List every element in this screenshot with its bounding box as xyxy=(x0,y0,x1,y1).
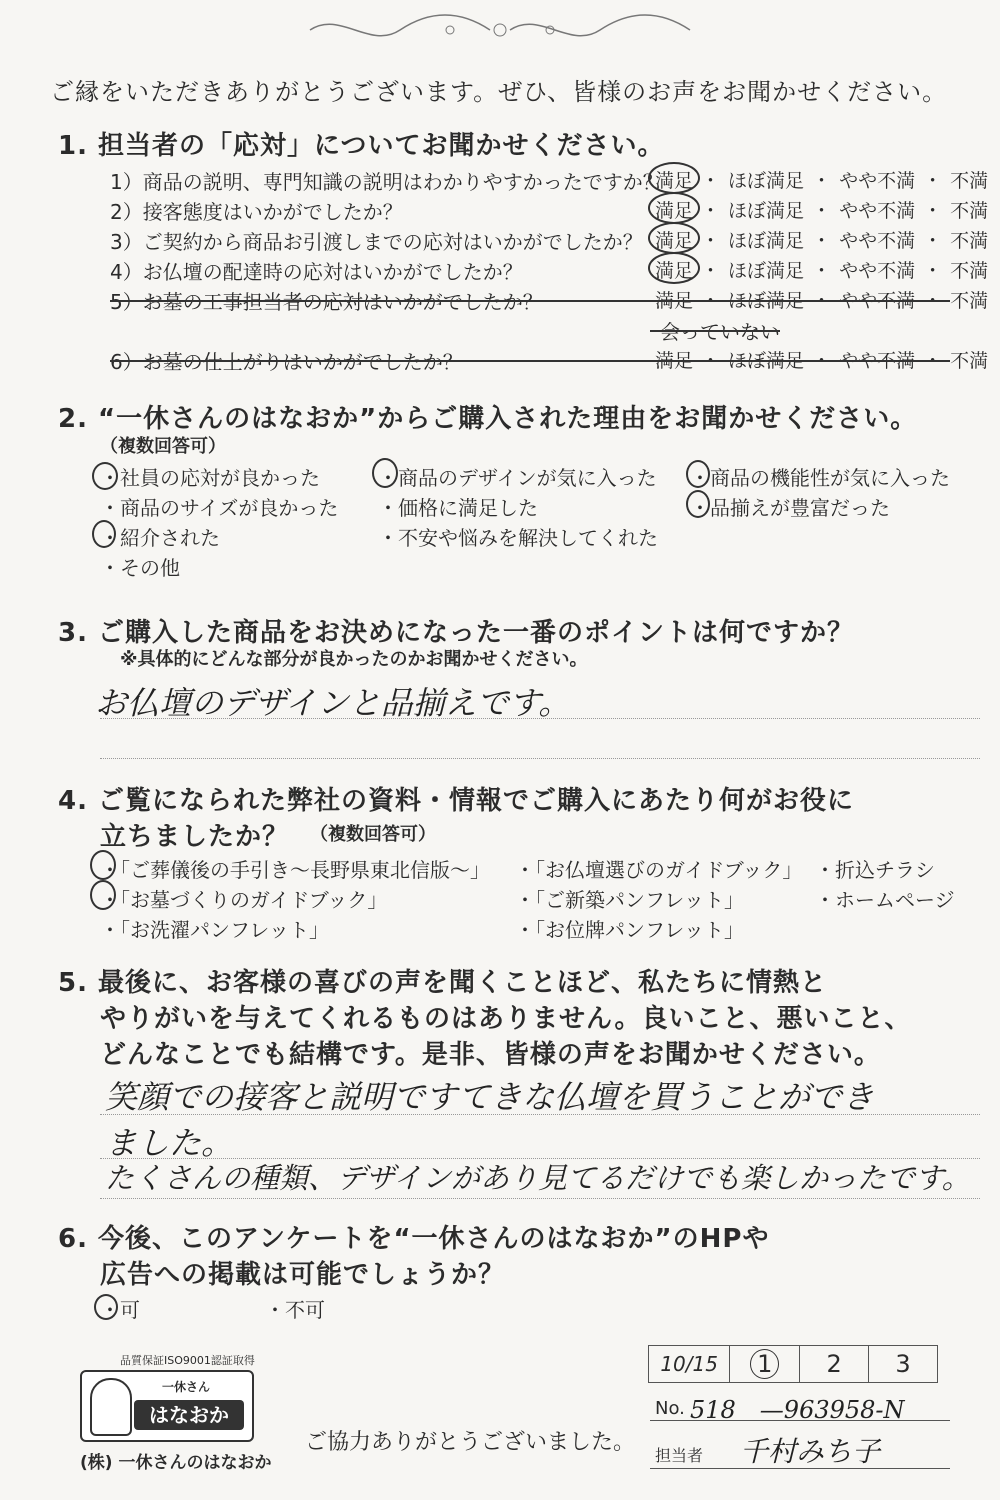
q4-option-newhome-pamphlet[interactable]: ・「ご新築パンフレット」 xyxy=(515,888,744,912)
opt-yaya-fuman[interactable]: やや不満 xyxy=(839,170,916,192)
q4-option-butsudan-guide[interactable]: ・「お仏壇選びのガイドブック」 xyxy=(515,858,803,882)
strike-row5-extra xyxy=(650,330,780,332)
q4-sub: （複数回答可） xyxy=(310,824,436,845)
q4-title-2: 立ちましたか？ xyxy=(100,822,290,852)
logo-main-text: はなおか xyxy=(134,1400,244,1430)
company-logo xyxy=(80,1370,254,1442)
q1-row5-extra[interactable]: 会っていない xyxy=(660,320,780,344)
q2-option-solved[interactable]: ・不安や悩みを解決してくれた xyxy=(378,526,658,550)
selected-mark xyxy=(92,462,118,490)
q4-option-grave-guide[interactable]: ・「お墓づくりのガイドブック」 xyxy=(100,888,388,912)
opt-fuman[interactable]: 不満 xyxy=(950,290,989,312)
selected-mark xyxy=(372,458,398,488)
opt-hobo-manzoku[interactable]: ほぼ満足 xyxy=(728,350,805,372)
q6-title-1: 6. 今後、このアンケートを“一休さんのはなおか”のHPや xyxy=(58,1224,770,1254)
selected-mark xyxy=(90,880,116,910)
q1-row2-label: 2）接客態度はいかがでしたか？ xyxy=(110,200,403,224)
selected-mark xyxy=(686,490,710,518)
opt-fuman[interactable]: 不満 xyxy=(950,230,989,252)
q1-row5-label: 5）お墓の工事担当者の応対はいかがでしたか？ xyxy=(110,290,543,314)
q1-row4-label: 4）お仏壇の配達時の応対はいかがでしたか？ xyxy=(110,260,523,284)
opt-hobo-manzoku[interactable]: ほぼ満足 xyxy=(728,260,805,282)
q2-option-staff[interactable]: ・社員の応対が良かった xyxy=(100,466,320,490)
selected-mark xyxy=(92,520,116,548)
opt-fuman[interactable]: 不満 xyxy=(950,260,989,282)
no-label: No. xyxy=(655,1398,685,1419)
q5-answer-3: たくさんの種類、デザインがあり見てるだけでも楽しかったです。 xyxy=(105,1161,971,1195)
company-name: (株) 一休さんのはなおか xyxy=(80,1453,272,1473)
answer-line xyxy=(100,1198,980,1199)
rating-1-cell[interactable]: 1 xyxy=(730,1346,800,1383)
q2-option-size[interactable]: ・商品のサイズが良かった xyxy=(100,496,339,520)
selected-mark xyxy=(90,850,116,880)
opt-fuman[interactable]: 不満 xyxy=(950,200,989,222)
opt-hobo-manzoku[interactable]: ほぼ満足 xyxy=(728,230,805,252)
opt-manzoku[interactable]: 満足 xyxy=(655,200,694,222)
q4-option-ihai-pamphlet[interactable]: ・「お位牌パンフレット」 xyxy=(515,918,744,942)
rating-2-cell[interactable]: 2 xyxy=(800,1346,869,1383)
staff-underline xyxy=(650,1468,950,1469)
opt-hobo-manzoku[interactable]: ほぼ満足 xyxy=(728,290,805,312)
selected-mark xyxy=(648,252,700,284)
answer-line xyxy=(100,758,980,759)
thanks-text: ご協力ありがとうございました。 xyxy=(305,1430,636,1455)
opt-yaya-fuman[interactable]: やや不満 xyxy=(839,230,916,252)
q2-option-referral[interactable]: ・紹介された xyxy=(100,526,220,550)
opt-manzoku[interactable]: 満足 xyxy=(655,260,694,282)
opt-manzoku[interactable]: 満足 xyxy=(655,290,694,312)
q4-option-funeral-guide[interactable]: ・「ご葬儀後の手引き〜長野県東北信版〜」 xyxy=(100,858,490,882)
logo-iso-text: 品質保証ISO9001認証取得 xyxy=(120,1354,255,1367)
q1-row6-options: 満足 ・ ほぼ満足 ・ やや不満 ・ 不満 xyxy=(655,346,988,373)
logo-small-text: 一休さん xyxy=(162,1380,211,1394)
q6-option-yes[interactable]: ・可 xyxy=(100,1298,140,1322)
q6-option-no[interactable]: ・不可 xyxy=(265,1298,325,1322)
q1-row1-label: 1）商品の説明、専門知識の説明はわかりやすかったですか？ xyxy=(110,170,663,194)
opt-fuman[interactable]: 不満 xyxy=(950,350,989,372)
q1-row2-options: 満足 ・ ほぼ満足 ・ やや不満 ・ 不満 xyxy=(655,196,988,223)
staff-label: 担当者 xyxy=(655,1446,704,1465)
q1-row1-options: 満足 ・ ほぼ満足 ・ やや不満 ・ 不満 xyxy=(655,166,988,193)
opt-fuman[interactable]: 不満 xyxy=(950,170,989,192)
mascot-icon xyxy=(90,1378,132,1436)
opt-manzoku[interactable]: 満足 xyxy=(655,170,694,192)
q3-title: 3. ご購入した商品をお決めになった一番のポイントは何ですか？ xyxy=(58,618,855,648)
q5-line-3: どんなことでも結構です。是非、皆様の声をお聞かせください。 xyxy=(100,1040,881,1070)
q1-row6-label: 6）お墓の仕上がりはいかがでしたか？ xyxy=(110,350,463,374)
q1-title: 1. 担当者の「応対」についてお聞かせください。 xyxy=(58,131,665,161)
answer-line xyxy=(100,718,980,719)
decorative-ornament xyxy=(300,10,700,50)
selected-mark xyxy=(686,460,710,488)
q1-row4-options: 満足 ・ ほぼ満足 ・ やや不満 ・ 不満 xyxy=(655,256,988,283)
q2-option-price[interactable]: ・価格に満足した xyxy=(378,496,538,520)
opt-yaya-fuman[interactable]: やや不満 xyxy=(839,350,916,372)
selected-mark xyxy=(648,192,700,224)
q2-option-other[interactable]: ・その他 xyxy=(100,556,180,580)
strike-row5 xyxy=(110,300,950,302)
q4-option-laundry-pamphlet[interactable]: ・「お洗濯パンフレット」 xyxy=(100,918,329,942)
strike-row6 xyxy=(110,360,950,362)
q5-line-2: やりがいを与えてくれるものはありません。良いこと、悪いこと、 xyxy=(100,1004,912,1034)
no-value: 518 —963958-N xyxy=(690,1396,905,1424)
no-underline xyxy=(650,1420,950,1421)
q4-option-homepage[interactable]: ・ホームページ xyxy=(815,888,955,912)
staff-name: 千村みち子 xyxy=(740,1435,881,1468)
selected-mark xyxy=(648,162,700,194)
q1-row5-options: 満足 ・ ほぼ満足 ・ やや不満 ・ 不満 xyxy=(655,286,988,313)
selected-mark xyxy=(648,222,700,254)
opt-manzoku[interactable]: 満足 xyxy=(655,350,694,372)
opt-yaya-fuman[interactable]: やや不満 xyxy=(839,290,916,312)
q3-answer: お仏壇のデザインと品揃えです。 xyxy=(95,684,571,722)
q5-answer-2: ました。 xyxy=(105,1124,234,1162)
q3-sub: ※具体的にどんな部分が良かったのかお聞かせください。 xyxy=(120,649,588,670)
greeting: ご縁をいただきありがとうございます。ぜひ、皆様のお声をお聞かせください。 xyxy=(50,78,948,106)
rating-table xyxy=(648,1345,938,1383)
q5-line-1: 5. 最後に、お客様の喜びの声を聞くことほど、私たちに情熱と xyxy=(58,968,828,998)
q2-title: 2. “一休さんのはなおか”からご購入された理由をお聞かせください。 xyxy=(58,404,918,434)
q5-answer-1: 笑顔での接客と説明ですてきな仏壇を買うことができ xyxy=(105,1078,874,1116)
q2-sub: （複数回答可） xyxy=(100,436,226,457)
date-cell: 10/15 xyxy=(649,1346,730,1383)
opt-yaya-fuman[interactable]: やや不満 xyxy=(839,200,916,222)
q4-option-flyer[interactable]: ・折込チラシ xyxy=(815,858,935,882)
q2-option-function[interactable]: ・商品の機能性が気に入った xyxy=(690,466,950,490)
answer-line xyxy=(100,1114,980,1115)
opt-yaya-fuman[interactable]: やや不満 xyxy=(839,260,916,282)
opt-hobo-manzoku[interactable]: ほぼ満足 xyxy=(728,170,805,192)
opt-hobo-manzoku[interactable]: ほぼ満足 xyxy=(728,200,805,222)
q2-option-selection[interactable]: ・品揃えが豊富だった xyxy=(690,496,890,520)
opt-manzoku[interactable]: 満足 xyxy=(655,230,694,252)
q1-row3-options: 満足 ・ ほぼ満足 ・ やや不満 ・ 不満 xyxy=(655,226,988,253)
q2-option-design[interactable]: ・商品のデザインが気に入った xyxy=(378,466,657,490)
rating-3-cell[interactable]: 3 xyxy=(869,1346,938,1383)
q6-title-2: 広告への掲載は可能でしょうか？ xyxy=(100,1260,506,1290)
selected-mark xyxy=(94,1294,118,1320)
q4-title-1: 4. ご覧になられた弊社の資料・情報でご購入にあたり何がお役に xyxy=(58,786,855,816)
q1-row3-label: 3）ご契約から商品お引渡しまでの応対はいかがでしたか？ xyxy=(110,230,643,254)
